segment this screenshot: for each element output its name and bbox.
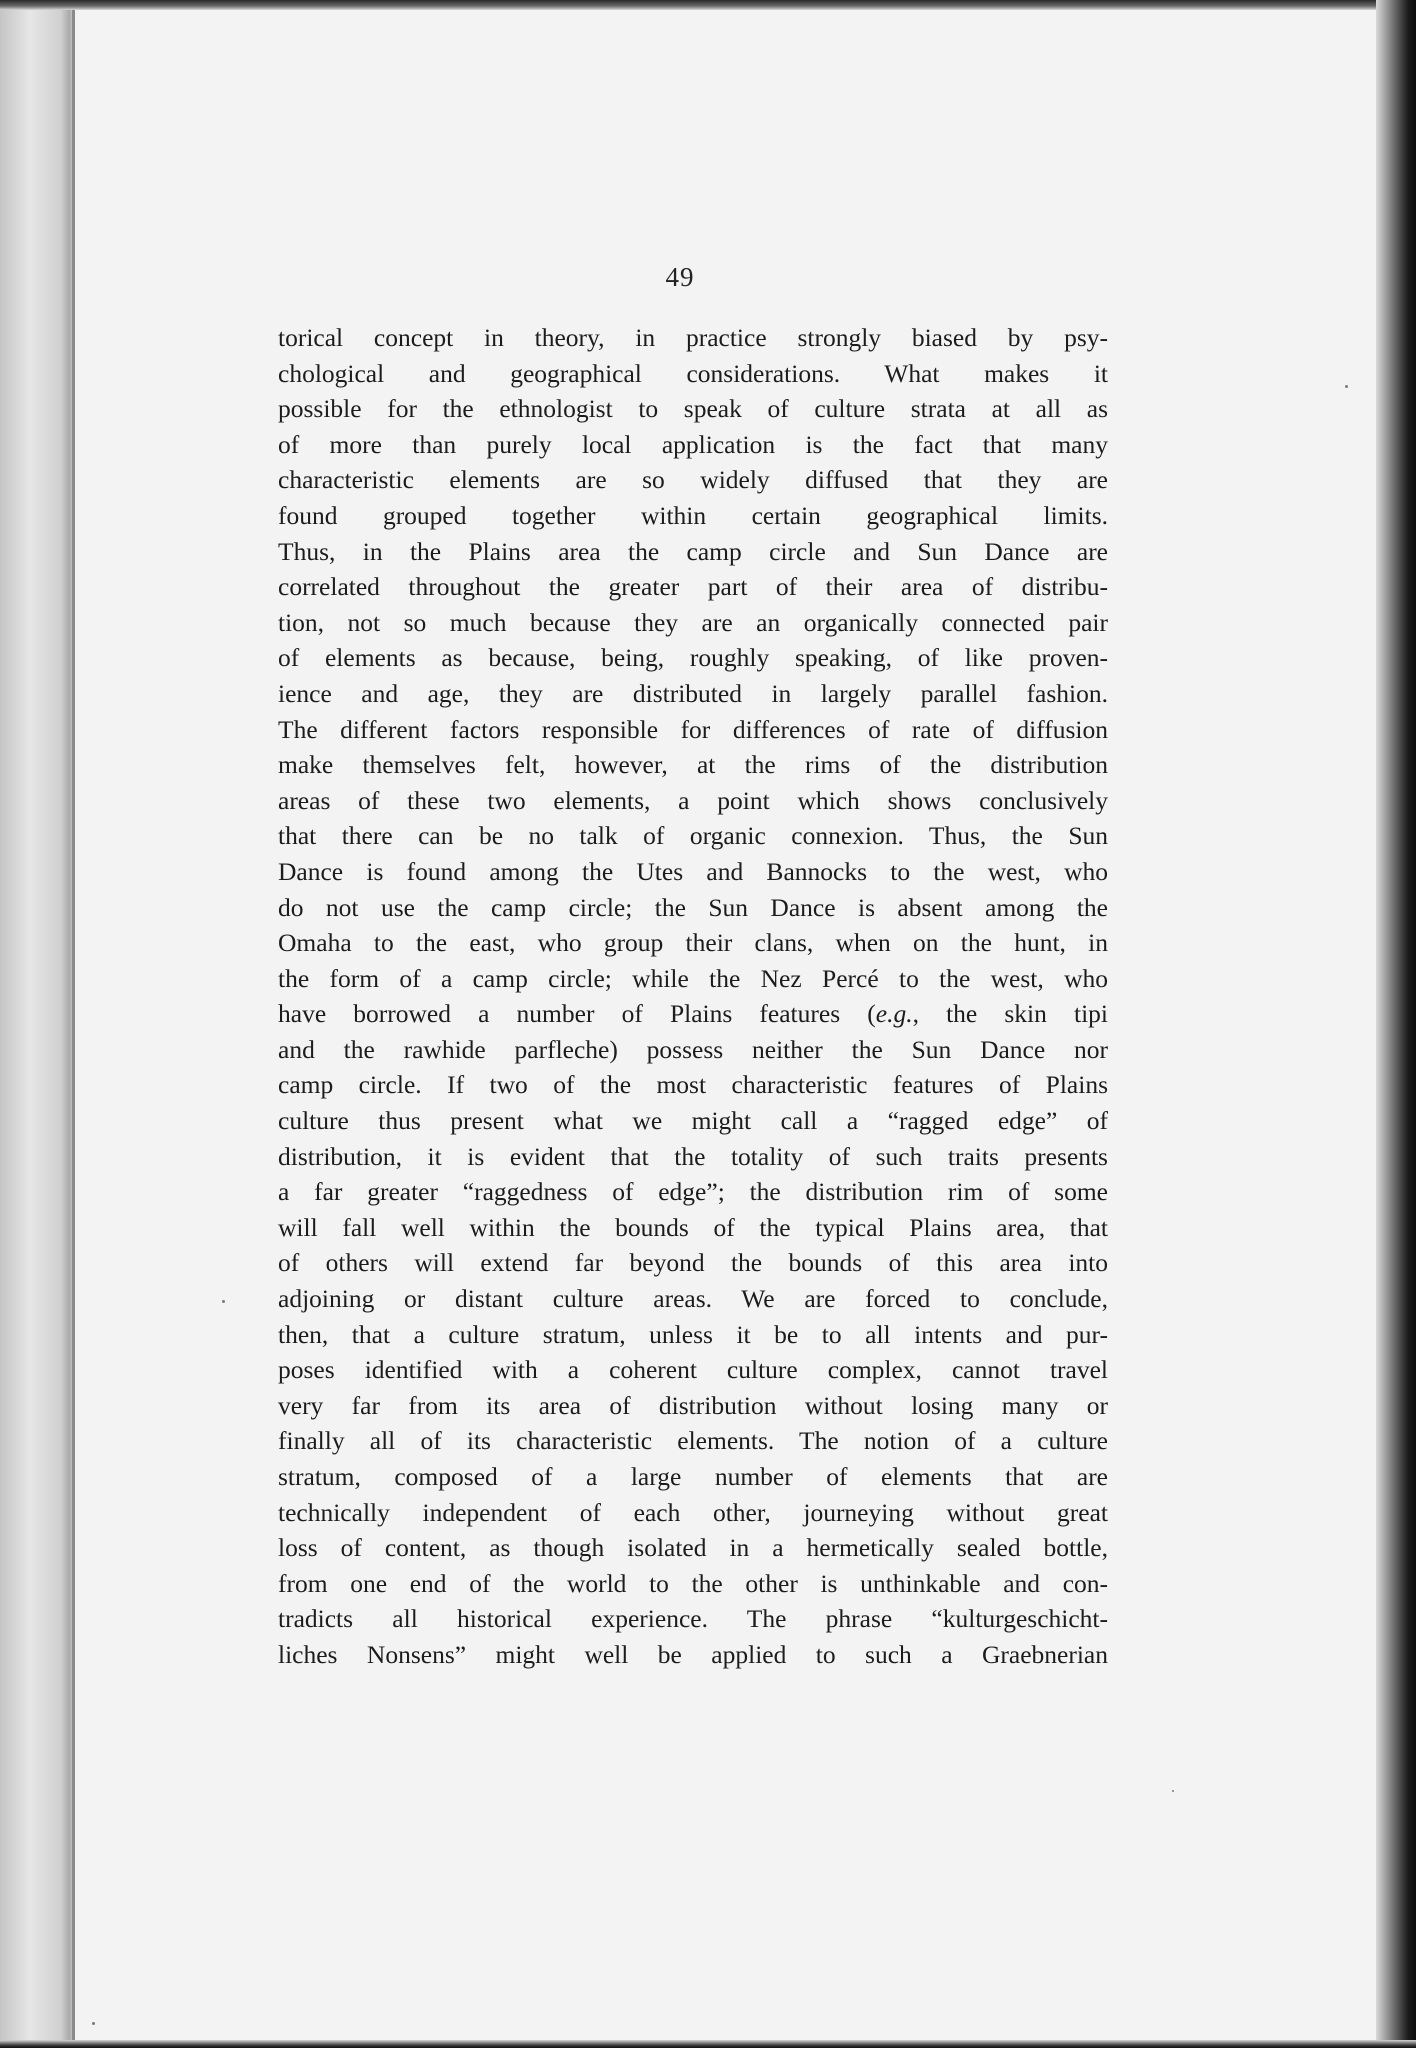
- text-line: correlated throughout the greater part of their area of distribu-: [278, 572, 1108, 602]
- text-line: chological and geographical considerations. What makes it: [278, 358, 1108, 388]
- text-line: distribution, it is evident that the totality of such traits presents: [278, 1141, 1108, 1171]
- text-line: stratum, composed of a large number of elements that are: [278, 1462, 1108, 1491]
- body-paragraph: [278, 320, 1108, 1673]
- text-line: make themselves felt, however, at the rims of the distribution: [278, 750, 1108, 780]
- text-line: finally all of its characteristic elements. The notion of a culture: [278, 1426, 1108, 1456]
- page-number: 49: [665, 262, 695, 292]
- dust-speck: [1172, 1790, 1174, 1792]
- text-line: poses identified with a coherent culture complex, cannot travel: [278, 1355, 1108, 1385]
- text-line: possible for the ethnologist to speak of culture strata at all as: [278, 394, 1108, 424]
- text-line: culture thus present what we might call a “ragged edge” of: [278, 1106, 1108, 1136]
- text-line: very far from its area of distribution without losing many or: [278, 1390, 1108, 1420]
- text-line: The different factors responsible for differences of rate of diffusion: [278, 714, 1108, 744]
- text-line: areas of these two elements, a point which shows conclusively: [278, 785, 1108, 815]
- text-line: do not use the camp circle; the Sun Dance is absent among the: [278, 892, 1108, 922]
- scan-top-edge: [0, 0, 1416, 10]
- text-line: of elements as because, being, roughly speaking, of like proven-: [278, 643, 1108, 673]
- scan-right-edge: [1376, 0, 1416, 2048]
- text-line: torical concept in theory, in practice strongly biased by psy-: [278, 323, 1108, 352]
- text-line: camp circle. If two of the most characteristic features of Plains: [278, 1070, 1108, 1100]
- dust-speck: [92, 2022, 95, 2025]
- text-line: tion, not so much because they are an organically connected pair: [278, 607, 1108, 637]
- dust-speck: [1345, 385, 1348, 388]
- text-line: technically independent of each other, journeying without great: [278, 1497, 1108, 1527]
- text-line: then, that a culture stratum, unless it be to all intents and pur-: [278, 1319, 1108, 1349]
- text-line: liches Nonsens” might well be applied to such a Graebnerian: [278, 1639, 1108, 1669]
- text-line: will fall well within the bounds of the typical Plains area, that: [278, 1212, 1108, 1242]
- book-gutter: [0, 0, 74, 2048]
- text-line: ience and age, they are distributed in largely parallel fashion.: [278, 678, 1108, 708]
- text-line: found grouped together within certain geographical limits.: [278, 500, 1108, 530]
- text-line: Thus, in the Plains area the camp circle and Sun Dance are: [278, 536, 1108, 566]
- text-line: and the rawhide parfleche) possess neither the Sun Dance nor: [278, 1034, 1108, 1064]
- text-line: that there can be no talk of organic connexion. Thus, the Sun: [278, 821, 1108, 851]
- text-line: of more than purely local application is the fact that many: [278, 429, 1108, 459]
- dust-speck: [222, 1300, 225, 1303]
- italic-abbreviation: e.g.: [875, 999, 913, 1029]
- text-line: have borrowed a number of Plains features (e.g., the skin tipi: [278, 999, 1109, 1029]
- text-line: the form of a camp circle; while the Nez Percé to the west, who: [278, 963, 1108, 993]
- scan-bottom-edge: [0, 2040, 1416, 2048]
- text-line: a far greater “raggedness of edge”; the distribution rim of some: [278, 1177, 1108, 1207]
- text-line: Omaha to the east, who group their clans, when on the hunt, in: [278, 928, 1108, 958]
- text-line: of others will extend far beyond the bounds of this area into: [278, 1248, 1108, 1278]
- text-line: characteristic elements are so widely diffused that they are: [278, 465, 1108, 495]
- text-line: adjoining or distant culture areas. We are forced to conclude,: [278, 1284, 1108, 1314]
- text-line: tradicts all historical experience. The phrase “kulturgeschicht-: [278, 1604, 1108, 1634]
- text-line: from one end of the world to the other is unthinkable and con-: [278, 1568, 1108, 1598]
- text-line: loss of content, as though isolated in a hermetically sealed bottle,: [278, 1533, 1108, 1563]
- text-line: Dance is found among the Utes and Bannocks to the west, who: [278, 856, 1108, 886]
